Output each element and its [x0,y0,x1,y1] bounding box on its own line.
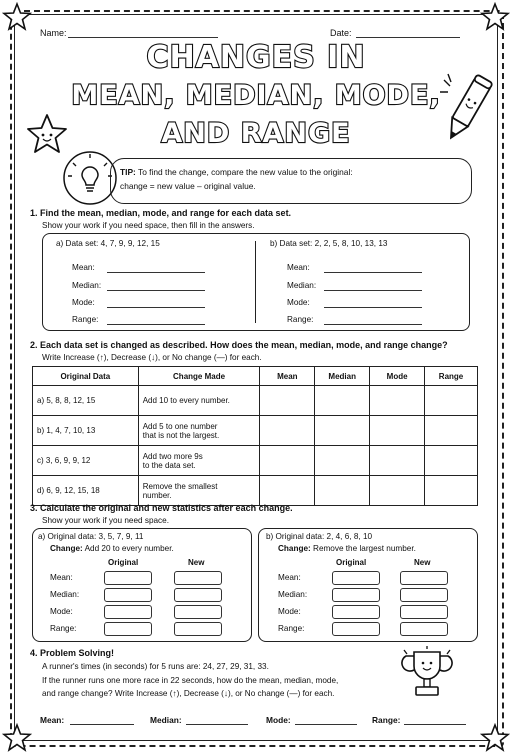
3a-mean-new-input[interactable] [174,571,222,585]
3b-median-new-input[interactable] [400,588,448,602]
mode-answer-cell[interactable] [370,476,425,506]
answer-mean-label: Mean: [40,715,65,725]
3a-mode-new-input[interactable] [174,605,222,619]
problem-line-1: A runner's times (in seconds) for 5 runs are: 24, 27, 29, 31, 33. [42,662,269,671]
section-2-heading: 2. Each data set is changed as described. How does the mean, median, mode, and range change? [30,340,448,350]
b-range-field[interactable] [324,324,422,325]
3a-col-original: Original [108,558,139,567]
change-line-2: that is not the largest. [142,430,220,440]
mean-answer-cell[interactable] [260,386,315,416]
3a-median-original-input[interactable] [104,588,152,602]
3b-range-label: Range: [278,624,305,633]
3a-mean-original-input[interactable] [104,571,152,585]
a-range-field[interactable] [107,324,205,325]
problem-line-3: and range change? Write Increase (↑), Decrease (↓), or No change (—) for each. [42,689,335,698]
3a-col-new: New [188,558,205,567]
change-line-1: Add 10 to every number. [142,396,230,405]
tip-line-1 [120,167,353,177]
3b-col-original: Original [336,558,367,567]
range-answer-cell[interactable] [425,386,478,416]
3b-median-label: Median: [278,590,308,599]
3a-change [50,544,174,553]
tip-text-1: To find the change, compare the new value to the original: [135,167,353,177]
answer-mode-label: Mode: [266,715,291,725]
b-range-label: Range: [287,315,314,324]
b-median-field[interactable] [324,290,422,291]
median-answer-cell[interactable] [315,446,370,476]
3b-range-original-input[interactable] [332,622,380,636]
table-row [33,416,478,446]
change-line-2: number. [142,490,172,500]
3a-change-label: Change: [50,544,83,553]
3b-col-new: New [414,558,431,567]
row-change [138,386,260,416]
median-answer-cell[interactable] [315,386,370,416]
3b-original-data: b) Original data: 2, 4, 6, 8, 10 [266,532,373,541]
3b-mean-new-input[interactable] [400,571,448,585]
row-change [138,446,260,476]
row-data: a) 5, 8, 8, 12, 15 [33,386,139,416]
title-line-2: MEAN, MEDIAN, MODE, [71,80,441,111]
pencil-icon [438,70,496,150]
trophy-icon [396,644,458,710]
row-data: d) 6, 9, 12, 15, 18 [33,476,139,506]
name-label: Name: [40,28,67,38]
3b-change-text: Remove the largest number. [310,544,416,553]
answer-median-field[interactable] [186,724,248,725]
section-3-instructions: Show your work if you need space. [42,516,169,525]
answer-mean-field[interactable] [70,724,134,725]
col-range: Range [425,367,478,386]
mean-answer-cell[interactable] [260,416,315,446]
section-4-heading: 4. Problem Solving! [30,648,115,658]
b-mean-field[interactable] [324,272,422,273]
section-1-divider [255,241,256,323]
3b-mean-label: Mean: [278,573,301,582]
mean-answer-cell[interactable] [260,476,315,506]
range-answer-cell[interactable] [425,446,478,476]
name-field[interactable] [68,37,218,38]
section-1-heading: 1. Find the mean, median, mode, and range for each data set. [30,208,292,218]
star-icon [2,2,32,32]
a-median-label: Median: [72,281,102,290]
col-mean: Mean [260,367,315,386]
change-line-1: Add two more 9s [142,451,203,461]
a-mean-field[interactable] [107,272,205,273]
mode-answer-cell[interactable] [370,446,425,476]
title-line-1: CHANGES IN [146,40,366,75]
mean-answer-cell[interactable] [260,446,315,476]
col-change-made: Change Made [138,367,260,386]
b-median-label: Median: [287,281,317,290]
b-mode-label: Mode: [287,298,310,307]
range-answer-cell[interactable] [425,416,478,446]
3a-mode-original-input[interactable] [104,605,152,619]
table-header-row [33,367,478,386]
answer-range-field[interactable] [404,724,466,725]
table-row [33,476,478,506]
answer-mode-field[interactable] [295,724,357,725]
3a-range-original-input[interactable] [104,622,152,636]
col-original-data: Original Data [33,367,139,386]
table-row [33,446,478,476]
tip-line-2: change = new value – original value. [120,181,256,191]
date-field[interactable] [356,37,460,38]
a-mode-field[interactable] [107,307,205,308]
row-data: b) 1, 4, 7, 10, 13 [33,416,139,446]
dataset-b-label: b) Data set: 2, 2, 5, 8, 10, 13, 13 [270,239,388,248]
a-mean-label: Mean: [72,263,95,272]
3a-change-text: Add 20 to every number. [82,544,174,553]
dataset-a-label: a) Data set: 4, 7, 9, 9, 12, 15 [56,239,160,248]
a-mode-label: Mode: [72,298,95,307]
3b-mean-original-input[interactable] [332,571,380,585]
section-2-instructions: Write Increase (↑), Decrease (↓), or No change (—) for each. [42,353,262,362]
title-line-3: AND RANGE [161,118,351,149]
median-answer-cell[interactable] [315,476,370,506]
problem-line-2: If the runner runs one more race in 22 seconds, how do the mean, median, mode, [42,676,339,685]
mode-answer-cell[interactable] [370,386,425,416]
3a-range-new-input[interactable] [174,622,222,636]
star-icon [480,723,510,753]
section-3-heading: 3. Calculate the original and new statistics after each change. [30,503,293,513]
3b-mode-label: Mode: [278,607,301,616]
tip-label: TIP: [120,167,136,177]
3b-mode-original-input[interactable] [332,605,380,619]
mode-answer-cell[interactable] [370,416,425,446]
3b-median-original-input[interactable] [332,588,380,602]
b-mode-field[interactable] [324,307,422,308]
b-mean-label: Mean: [287,263,310,272]
3b-range-new-input[interactable] [400,622,448,636]
a-range-label: Range: [72,315,99,324]
star-icon [2,723,32,753]
3a-mode-label: Mode: [50,607,73,616]
a-median-field[interactable] [107,290,205,291]
3a-original-data: a) Original data: 3, 5, 7, 9, 11 [38,532,144,541]
3a-range-label: Range: [50,624,77,633]
3a-mean-label: Mean: [50,573,73,582]
answer-range-label: Range: [372,715,401,725]
change-line-2: to the data set. [142,460,196,470]
3b-change [278,544,416,553]
row-change [138,476,260,506]
3a-median-new-input[interactable] [174,588,222,602]
answer-median-label: Median: [150,715,182,725]
change-line-1: Remove the smallest [142,481,218,491]
col-median: Median [315,367,370,386]
range-answer-cell[interactable] [425,476,478,506]
col-mode: Mode [370,367,425,386]
change-line-1: Add 5 to one number [142,421,218,431]
3a-median-label: Median: [50,590,80,599]
row-data: c) 3, 6, 9, 9, 12 [33,446,139,476]
3b-change-label: Change: [278,544,311,553]
row-change [138,416,260,446]
section-1-instructions: Show your work if you need space, then fill in the answers. [42,221,255,230]
date-label: Date: [330,28,352,38]
3b-mode-new-input[interactable] [400,605,448,619]
median-answer-cell[interactable] [315,416,370,446]
table-row [33,386,478,416]
change-table [32,366,478,506]
star-icon [480,2,510,32]
